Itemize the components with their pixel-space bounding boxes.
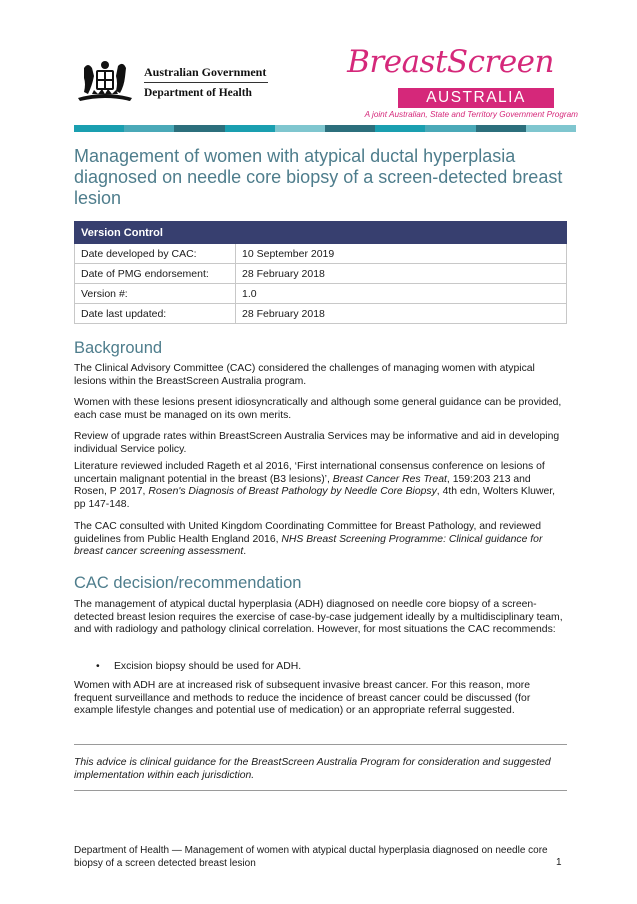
advice-note: This advice is clinical guidance for the BreastScreen Australia Program for consideration and suggested implementation within each jurisdiction.: [74, 757, 551, 781]
stripe-segment: [375, 125, 425, 132]
stripe-segment: [476, 125, 526, 132]
breastscreen-tagline: A joint Australian, State and Territory Government Program: [364, 110, 578, 119]
stripe-segment: [174, 125, 224, 132]
government-logo: [74, 58, 274, 108]
literature-text: Literature reviewed included Rageth et al 2016, ‘First international consensus conference on lesions of uncertain malignant potential in the breast (B3 lesions)’,: [74, 461, 545, 485]
consultation-text: The CAC consulted with United Kingdom Coordinating Committee for Breast Pathology, and reviewed guidelines from Public Health England 2016,: [74, 521, 542, 545]
page-number: 1: [556, 857, 562, 868]
row-label: Date of PMG endorsement:: [75, 264, 236, 284]
recommendation-bullet: [96, 660, 301, 673]
document-title: Management of women with atypical ductal hyperplasia diagnosed on needle core biopsy of a screen-detected breast lesion: [74, 146, 563, 208]
literature-text: , 159:203 213 and Rosen, P 2017,: [74, 473, 531, 498]
stripe-segment: [124, 125, 174, 132]
row-label: Date last updated:: [75, 304, 236, 324]
version-control-heading: Version Control: [75, 222, 567, 244]
breastscreen-wordmark: BreastScreen: [347, 44, 554, 80]
government-name: Australian Government: [144, 65, 267, 79]
background-paragraph-5: [74, 521, 566, 559]
row-value: 28 February 2018: [236, 304, 567, 324]
advice-bottom-rule: [74, 790, 567, 791]
page-footer: Department of Health — Management of women with atypical ductal hyperplasia diagnosed on needle core biopsy of a screen detected breast lesion: [74, 845, 548, 869]
row-value: 1.0: [236, 284, 567, 304]
breastscreen-logo: [347, 40, 578, 124]
advice-top-rule: [74, 744, 567, 745]
bullet-icon: •: [96, 661, 100, 672]
background-paragraph-1: The Clinical Advisory Committee (CAC) considered the challenges of managing women with atypical lesions within the BreastScreen Australia program.: [74, 363, 535, 387]
row-value: 28 February 2018: [236, 264, 567, 284]
stripe-segment: [275, 125, 325, 132]
government-divider: [144, 82, 268, 83]
table-header-row: [75, 222, 567, 244]
book-title: Rosen's Diagnosis of Breast Pathology by Needle Core Biopsy: [148, 486, 437, 498]
row-value: 10 September 2019: [236, 244, 567, 264]
background-paragraph-2: Women with these lesions present idiosyncratically and although some general guidance can be provided, each case must be managed on its own merits.: [74, 397, 562, 421]
recommendation-paragraph-1: The management of atypical ductal hyperplasia (ADH) diagnosed on needle core biopsy of a screen-detected breast lesion requires the exercise of case-by-case judgement ideally by a multidisciplinary team, and with radiology and pathology clinical correlation. However, for most situations the CAC recommends:: [74, 599, 563, 636]
table-row: [75, 244, 567, 264]
recommendation-heading: CAC decision/recommendation: [74, 574, 302, 592]
coat-of-arms-icon: [74, 58, 136, 106]
stripe-segment: [425, 125, 475, 132]
consultation-text: .: [243, 546, 247, 558]
recommendation-paragraph-2: Women with ADH are at increased risk of subsequent invasive breast cancer. For this reason, more frequent surveillance and methods to reduce the incidence of breast cancer could be discussed (for example lifestyle changes and potential use of medication) or an appropriate referral suggested.: [74, 680, 531, 717]
breastscreen-country-badge: AUSTRALIA: [398, 88, 554, 108]
version-control-table: [74, 221, 567, 324]
stripe-segment: [325, 125, 375, 132]
guideline-title: NHS Breast Screening Programme: Clinical guidance for breast cancer screening assessment: [74, 533, 543, 558]
table-row: [75, 284, 567, 304]
stripe-segment: [74, 125, 124, 132]
background-paragraph-3: Review of upgrade rates within BreastScreen Australia Services may be informative and aid in developing individual Service policy.: [74, 431, 560, 455]
bullet-text: Excision biopsy should be used for ADH.: [114, 661, 302, 672]
journal-title: Breast Cancer Res Treat: [332, 473, 447, 485]
table-row: [75, 304, 567, 324]
background-paragraph-4: [74, 461, 566, 511]
department-name: Department of Health: [144, 87, 252, 99]
row-label: Date developed by CAC:: [75, 244, 236, 264]
stripe-segment: [526, 125, 576, 132]
literature-text: , 4th edn, Wolters Kluwer, pp 147-148.: [74, 486, 555, 510]
row-label: Version #:: [75, 284, 236, 304]
table-row: [75, 264, 567, 284]
header-color-stripe: [74, 125, 576, 132]
background-heading: Background: [74, 339, 163, 357]
stripe-segment: [225, 125, 275, 132]
